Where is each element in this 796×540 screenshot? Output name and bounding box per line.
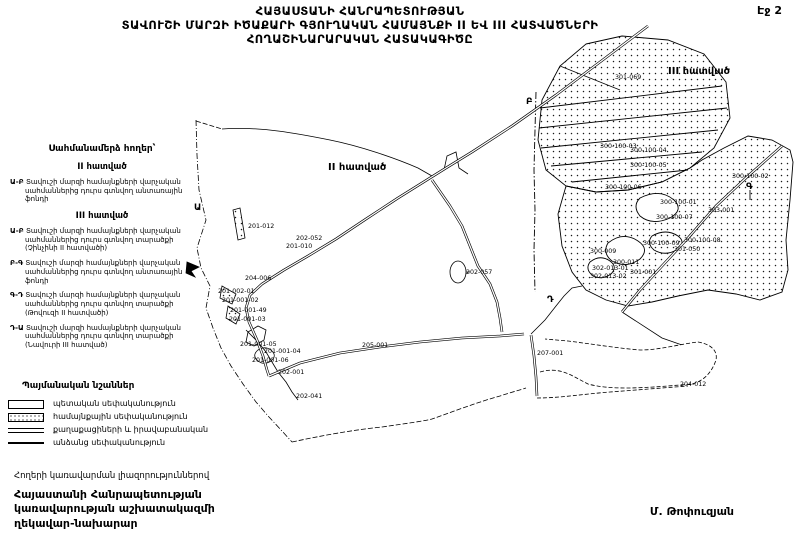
parcel-label: 201-010 — [286, 243, 313, 250]
ne-link-boundary — [531, 286, 582, 334]
parcel-label: 303-001 — [708, 207, 735, 214]
parcel-label: 204-012 — [680, 381, 707, 388]
legend-label: քաղաքացիների և իրավաբանական — [53, 424, 209, 434]
road-205-001 — [269, 334, 524, 376]
map-section-label: III հատված — [668, 66, 730, 77]
boundary-code: Ա-Բ — [10, 226, 24, 235]
parcel-label: 300-100-05 — [630, 162, 667, 169]
parcel-label: 301-069 — [615, 74, 642, 81]
border-land-item — [10, 324, 194, 350]
legend-swatch — [8, 428, 44, 433]
boundary-point-letter: Բ — [526, 97, 533, 107]
parcel-label: 301-001 — [630, 269, 657, 276]
title-line-2: ՏԱՎՈՒՇԻ ՄԱՐԶԻ ԻԾԱՔԱՐԻ ԳՅՈՒՂԱԿԱՆ ՀԱՄԱՅՆՔԻ II ԵՎ III ՀԱՏՎԱԾՆԵՐԻ — [121, 17, 599, 32]
parcel-label: 201-001-05 — [240, 341, 277, 348]
parcel-label: 201-001-49 — [230, 307, 267, 314]
section-ii-heading: II հատված — [77, 162, 127, 173]
parcel-label: 300-100-08 — [684, 237, 721, 244]
boundary-code: Գ-Դ — [10, 291, 24, 300]
boundary-code: Ա-Բ — [10, 177, 24, 186]
legend-swatch — [8, 442, 44, 443]
border-land-item — [10, 259, 194, 285]
parcel-label: 300-011 — [613, 259, 640, 266]
border-land-text: Տավուշի մարզի համայնքների վարչական սահմաններից դուրս գտնվող անտառային ֆոնդի — [25, 259, 183, 285]
parcel-label: 201-012 — [248, 223, 275, 230]
parcel-label: 202-057 — [466, 269, 493, 276]
boundary-code: Դ-Ա — [10, 323, 24, 332]
parcel-label: 204-006 — [245, 275, 272, 282]
parcel-label: 300-100-04 — [630, 147, 667, 154]
road-branch-south — [432, 180, 502, 332]
south-boundary — [292, 388, 526, 442]
section-ii-items — [10, 178, 194, 204]
page-number: Էջ 2 — [757, 4, 782, 17]
cadastral-map — [180, 18, 796, 450]
section-iii-heading: III հատված — [75, 211, 129, 222]
parcel-label: 300-100-07 — [656, 214, 693, 221]
border-land-item — [10, 227, 194, 253]
legend-label: համայնքային սեփականություն — [53, 411, 188, 421]
parcel-label: 300-100-01 — [660, 199, 697, 206]
parcel-label: 300-009 — [590, 248, 617, 255]
parcel-sliver-201-012 — [233, 208, 245, 240]
boundary-code: Բ-Գ — [10, 259, 24, 267]
parcel-label: 207-001 — [537, 350, 564, 357]
border-lands-heading: Սահմանամերձ հողեր՝ — [48, 144, 156, 154]
legend-swatch — [8, 400, 44, 409]
parcel-label: 302-013-02 — [590, 273, 627, 280]
parcel-label: 301-050 — [674, 246, 701, 253]
parcel-label: 201-001-04 — [264, 348, 301, 355]
parcel-label: 300-100-09 — [643, 240, 680, 247]
boundary-dashdot-east — [534, 92, 536, 292]
border-land-text: Տավուշի մարզի համայնքների վարչական սահմաններից դուրս գտնվող տարածքի (Թովուզի II հատվածի) — [25, 291, 181, 317]
parcel-label: 201-001-03 — [229, 316, 266, 323]
parcel-label: 302-013-01 — [592, 265, 629, 272]
parcel-ellipse-202-057 — [450, 261, 466, 283]
parcel-label: 202-001 — [278, 369, 305, 376]
boundary-point-letter: Դ — [547, 295, 554, 305]
boundary-point-letter: Գ — [746, 182, 753, 192]
parcel-label: 300-100-03 — [600, 143, 637, 150]
parcel-label: 202-052 — [296, 235, 323, 242]
border-land-item — [10, 178, 194, 204]
border-land-text: Տավուշի մարզի համայնքների վարչական սահմաններից դուրս գտնվող անտառային ֆոնդի — [25, 177, 183, 204]
title-line-1: ՀԱՅԱՍՏԱՆԻ ՀԱՆՐԱՊԵՏՈՒԹՅԱՆ — [255, 4, 465, 18]
border-lands-panel — [10, 144, 194, 356]
title-line-3: ՀՈՂԱՇԻՆԱՐԱՐԱԿԱՆ ՀԱՏԱԿԱԳԻԾԸ — [246, 31, 474, 46]
border-land-item — [10, 291, 194, 317]
signature-name: Մ. Թոփուզյան — [649, 505, 734, 518]
parcel-label: 300-100-02 — [732, 173, 769, 180]
parcel-label: 201-002-01 — [218, 288, 255, 295]
parcel-label: 205-001 — [362, 342, 389, 349]
boundary-dashdot-west — [196, 120, 292, 442]
boundary-point-letter: Ա — [194, 203, 202, 213]
north-link — [196, 121, 222, 129]
legend-swatch — [8, 413, 44, 422]
parcel-label: 201-001-06 — [252, 357, 289, 364]
point-marker — [186, 262, 199, 277]
parcel-label: 300-100-06 — [605, 184, 642, 191]
official-title: Հայաստանի Հանրապետության կառավարության աշխատակազմի ղեկավար-նախարար — [14, 488, 215, 530]
southeast-territory-bottom — [537, 386, 688, 398]
land-management-note: Հողերի կառավարման լիազորություններով — [14, 471, 210, 481]
parcel-label: 201-001-02 — [222, 297, 259, 304]
border-land-text: Տավուշի մարզի համայնքների վարչական սահմաններից դուրս գտնվող տարածքի (Նավուրի III հատված) — [25, 323, 181, 349]
map-section-label: II հատված — [328, 162, 387, 173]
legend-label: պետական սեփականություն — [53, 398, 176, 408]
border-land-text: Տավուշի մարզի համայնքների վարչական սահմաններից դուրս գտնվող տարածքի (Չինչինի II հատվածի) — [25, 226, 181, 253]
section-iii-items — [10, 227, 194, 350]
legend-heading: Պայմանական նշաններ — [22, 381, 135, 391]
parcel-label: 202-041 — [296, 393, 323, 400]
legend-label: անձանց սեփականություն — [53, 437, 166, 447]
